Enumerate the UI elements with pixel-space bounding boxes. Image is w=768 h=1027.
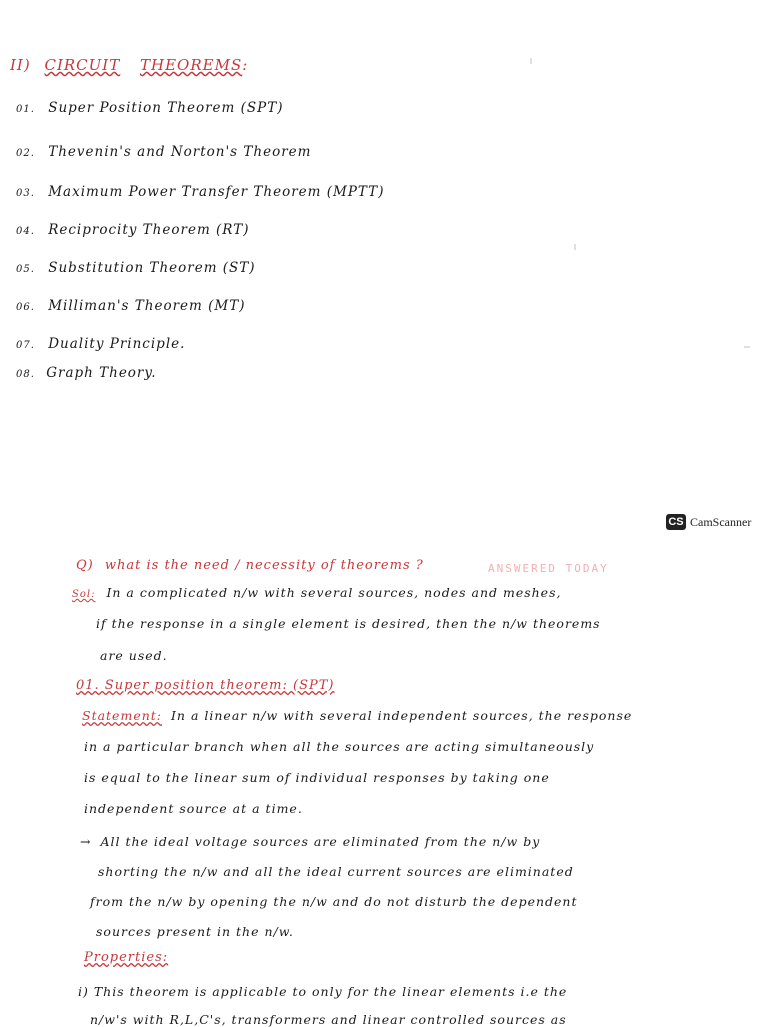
statement-text: In a linear n/w with several independent sources, the response (170, 708, 633, 723)
answer-line: if the response in a single element is desired, then the n/w theorems (96, 616, 601, 631)
notes-page-1 (0, 0, 768, 500)
list-number: 01. (16, 104, 35, 115)
list-text: Substitution Theorem (ST) (48, 260, 256, 276)
list-text: Milliman's Theorem (MT) (48, 298, 246, 314)
note-text: All the ideal voltage sources are eliminated from the n/w by (100, 834, 541, 849)
list-text: Graph Theory. (46, 365, 157, 381)
arrow-icon: → (80, 834, 92, 849)
question-label: Q) (76, 558, 94, 573)
title-colon: : (242, 56, 249, 74)
list-number: 08. (16, 369, 35, 380)
statement-label: Statement: (82, 708, 162, 723)
property-line: n/w's with R,L,C's, transformers and linear controlled sources as (90, 1012, 567, 1027)
list-item (16, 184, 384, 200)
list-text: Super Position Theorem (SPT) (48, 100, 284, 116)
list-item (16, 365, 157, 381)
camscanner-label: CamScanner (690, 514, 752, 529)
list-item (16, 144, 311, 160)
camscanner-logo-icon: CS (666, 514, 686, 530)
list-number: 07. (16, 340, 35, 351)
list-item (16, 298, 245, 314)
statement-line: in a particular branch when all the sources are acting simultaneously (84, 739, 595, 754)
faded-stamp: ANSWERED TODAY (488, 562, 609, 575)
note-line: sources present in the n/w. (96, 924, 294, 939)
list-number: 03. (16, 188, 35, 199)
answer-line (72, 585, 561, 600)
list-text: Duality Principle. (48, 336, 186, 352)
list-text: Reciprocity Theorem (RT) (48, 222, 250, 238)
list-text: Thevenin's and Norton's Theorem (48, 144, 312, 160)
answer-line: are used. (100, 648, 168, 663)
list-text: Maximum Power Transfer Theorem (MPTT) (48, 184, 385, 200)
list-number: 05. (16, 264, 35, 275)
properties-heading: Properties: (84, 950, 169, 965)
sol-label: Sol: (72, 589, 96, 600)
scan-speck (530, 58, 532, 64)
question-heading (76, 558, 424, 573)
camscanner-watermark (666, 514, 751, 530)
title-number: II) (10, 56, 31, 74)
title-word-theorems: THEOREMS (140, 56, 243, 74)
section-heading: 01. Super position theorem: (SPT) (76, 678, 335, 693)
list-item (16, 260, 256, 276)
page-title (10, 56, 248, 74)
statement-line (82, 708, 632, 723)
note-line (80, 834, 540, 849)
list-item (16, 222, 250, 238)
list-number: 06. (16, 302, 35, 313)
list-number: 04. (16, 226, 35, 237)
list-item (16, 336, 185, 352)
list-item (16, 100, 284, 116)
question-text: what is the need / necessity of theorems ? (104, 558, 424, 573)
list-number: 02. (16, 148, 35, 159)
note-line: shorting the n/w and all the ideal current sources are eliminated (98, 864, 574, 879)
statement-line: independent source at a time. (84, 801, 303, 816)
scan-speck (574, 244, 576, 250)
statement-line: is equal to the linear sum of individual responses by taking one (84, 770, 550, 785)
note-line: from the n/w by opening the n/w and do not disturb the dependent (90, 894, 578, 909)
scan-speck (744, 346, 750, 348)
answer-text: In a complicated n/w with several sources, nodes and meshes, (106, 585, 562, 600)
title-word-circuit: CIRCUIT (44, 56, 121, 74)
property-line: i) This theorem is applicable to only for the linear elements i.e the (78, 984, 568, 999)
